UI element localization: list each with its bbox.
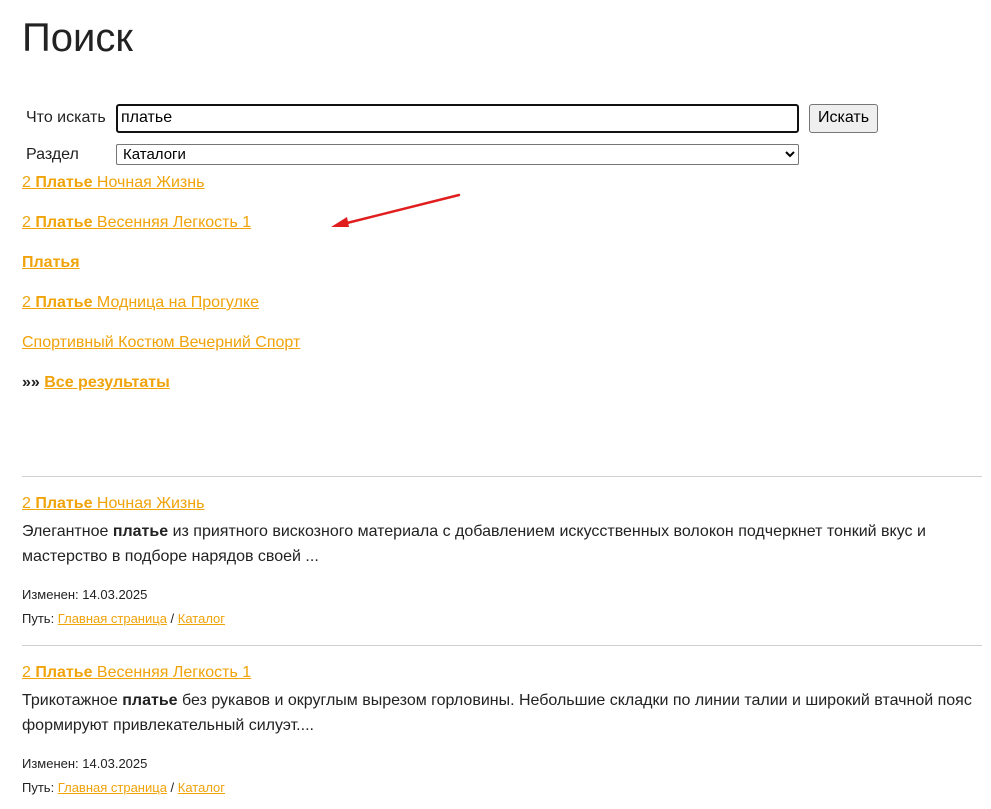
query-label: Что искать [26, 109, 106, 126]
suggestion-item[interactable]: Спортивный Костюм Вечерний Спорт [22, 334, 301, 351]
result-title-link[interactable]: 2 Платье Весенняя Легкость 1 [22, 664, 252, 681]
result-title-link[interactable]: 2 Платье Ночная Жизнь [22, 495, 205, 512]
suggestion-item[interactable]: 2 Платье Ночная Жизнь [22, 174, 205, 191]
result-item [22, 645, 982, 809]
path-catalog-link[interactable]: Каталог [177, 611, 226, 626]
section-row [26, 144, 799, 165]
annotation-arrow-icon [325, 190, 465, 232]
search-button[interactable]: Искать [809, 104, 878, 133]
query-row [26, 103, 878, 133]
result-date: 14.03.2025 [82, 756, 148, 771]
path-home-link[interactable]: Главная страница [57, 611, 167, 626]
path-home-link[interactable]: Главная страница [57, 780, 167, 795]
result-date: 14.03.2025 [82, 587, 148, 602]
result-item [22, 476, 982, 645]
result-changed: Изменен: 14.03.2025 [22, 587, 148, 602]
suggestion-item[interactable]: 2 Платье Весенняя Легкость 1 [22, 214, 252, 231]
suggestion-item[interactable]: 2 Платье Модница на Прогулке [22, 294, 259, 311]
suggestion-list [22, 172, 922, 394]
result-snippet: Элегантное платье из приятного вискозного материала с добавлением искусственных волокон подчеркнет тонкий вкус и мастерство в подборе нарядов своей ... [22, 523, 926, 565]
section-label: Раздел [26, 145, 79, 163]
all-results-link[interactable]: Все результаты [44, 374, 170, 391]
results-list [22, 476, 982, 809]
result-changed: Изменен: 14.03.2025 [22, 756, 148, 771]
page-title: Поиск [22, 16, 133, 60]
search-input[interactable] [116, 104, 799, 133]
result-path: Путь: Главная страница / Каталог [22, 780, 226, 795]
section-select[interactable] [116, 144, 799, 165]
result-snippet: Трикотажное платье без рукавов и округлым вырезом горловины. Небольшие складки по линии талии и широкий втачной пояс формируют привлекательный силуэт.... [22, 692, 972, 734]
path-catalog-link[interactable]: Каталог [177, 780, 226, 795]
all-results-marker: »» [22, 374, 45, 391]
result-path: Путь: Главная страница / Каталог [22, 611, 226, 626]
all-results-row [22, 372, 922, 394]
suggestion-item[interactable]: Платья [22, 254, 80, 271]
